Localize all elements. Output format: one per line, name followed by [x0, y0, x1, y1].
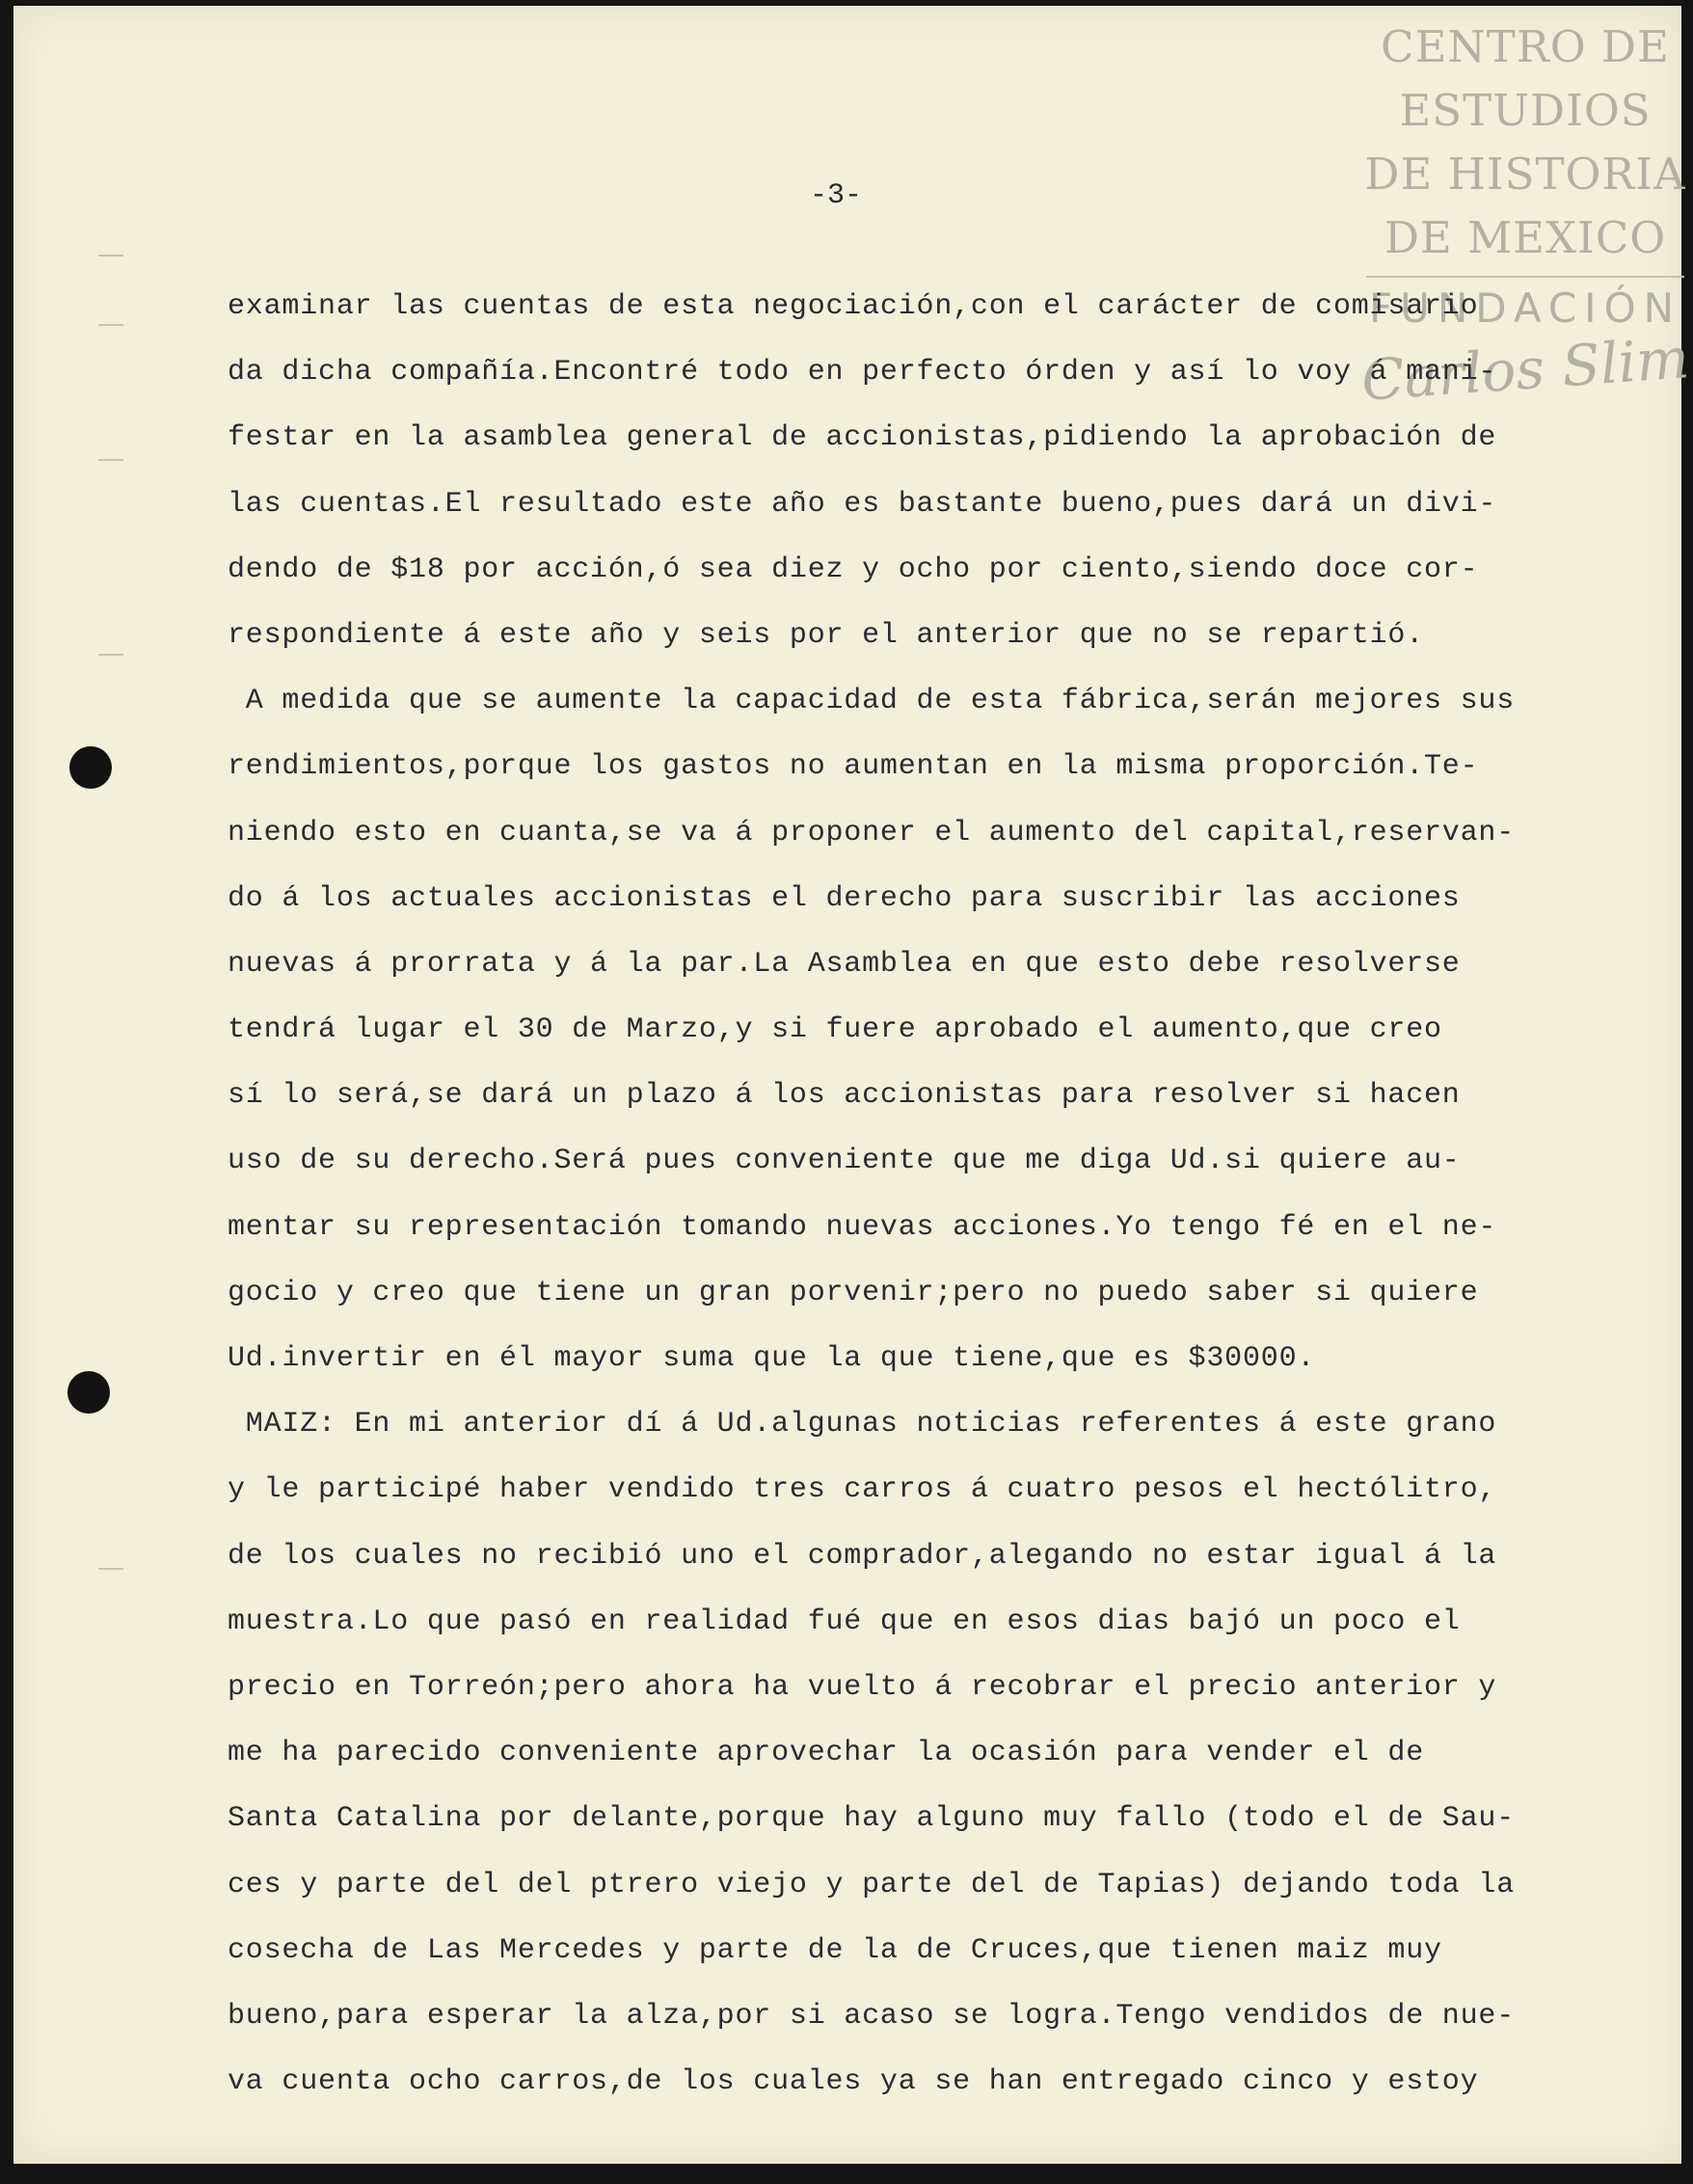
body-line: do á los actuales accionistas el derecho para suscribir las acciones [228, 881, 1461, 915]
body-line: Ud.invertir en él mayor suma que la que tiene,que es $30000. [228, 1342, 1316, 1375]
document-page [13, 6, 1692, 2164]
body-line: cosecha de Las Mercedes y parte de la de Cruces,que tienen maiz muy [228, 1933, 1442, 1967]
body-line: muestra.Lo que pasó en realidad fué que en esos dias bajó un poco el [228, 1604, 1461, 1638]
watermark-foundation: FUNDACIÓN [1368, 284, 1682, 332]
punch-hole [67, 1371, 110, 1414]
body-line: nuevas á prorrata y á la par.La Asamblea en que esto debe resolverse [228, 947, 1461, 981]
body-line: sí lo será,se dará un plazo á los accionistas para resolver si hacen [228, 1079, 1461, 1113]
body-line: precio en Torreón;pero ahora ha vuelto á recobrar el precio anterior y [228, 1670, 1497, 1704]
body-line: me ha parecido conveniente aprovechar la ocasión para vender el de [228, 1737, 1424, 1770]
page-number: -3- [810, 179, 863, 212]
margin-mark [98, 459, 123, 461]
body-line: tendrá lugar el 30 de Marzo,y si fuere aprobado el aumento,que creo [228, 1013, 1442, 1047]
body-line: de los cuales no recibió uno el comprador,alegando no estar igual á la [228, 1539, 1497, 1573]
body-line: respondiente á este año y seis por el anterior que no se repartió. [228, 618, 1424, 652]
body-line: va cuenta ocho carros,de los cuales ya se han entregado cinco y estoy [228, 2065, 1479, 2099]
body-line: las cuentas.El resultado este año es bastante bueno,pues dará un divi- [228, 487, 1497, 521]
body-line: festar en la asamblea general de accionistas,pidiendo la aprobación de [228, 421, 1497, 455]
punch-hole [69, 746, 112, 789]
body-line: uso de su derecho.Será pues conveniente que me diga Ud.si quiere au- [228, 1145, 1461, 1178]
watermark-line-1: CENTRO DE [1381, 21, 1670, 72]
body-line: gocio y creo que tiene un gran porvenir;pero no puedo saber si quiere [228, 1276, 1479, 1309]
watermark-line-4: DE MEXICO [1384, 212, 1667, 263]
body-line: MAIZ: En mi anterior dí á Ud.algunas noticias referentes á este grano [228, 1408, 1497, 1442]
body-line: dendo de $18 por acción,ó sea diez y ocho por ciento,siendo doce cor- [228, 553, 1479, 586]
body-line: examinar las cuentas de esta negociación,con el carácter de comisario [228, 290, 1479, 323]
body-line: Santa Catalina por delante,porque hay alguno muy fallo (todo el de Sau- [228, 1802, 1516, 1836]
margin-mark [98, 324, 123, 326]
body-line: y le participé haber vendido tres carros á cuatro pesos el hectólitro, [228, 1473, 1497, 1507]
letter-body [228, 274, 1645, 2115]
margin-mark [98, 654, 123, 656]
watermark-signature: Carlos Slim [1358, 325, 1692, 414]
body-line: rendimientos,porque los gastos no aumentan en la misma proporción.Te- [228, 750, 1479, 784]
body-line: mentar su representación tomando nuevas acciones.Yo tengo fé en el ne- [228, 1210, 1497, 1244]
body-line: bueno,para esperar la alza,por si acaso se logra.Tengo vendidos de nue- [228, 1999, 1516, 2033]
watermark-line-2: ESTUDIOS [1399, 85, 1652, 136]
body-line: niendo esto en cuanta,se va á proponer el aumento del capital,reservan- [228, 816, 1516, 849]
body-line: A medida que se aumente la capacidad de esta fábrica,serán mejores sus [228, 685, 1516, 718]
body-line: ces y parte del del ptrero viejo y parte del de Tapias) dejando toda la [228, 1868, 1516, 1901]
margin-mark [98, 1568, 123, 1570]
body-line: da dicha compañía.Encontré todo en perfecto órden y así lo voy á mani- [228, 356, 1497, 390]
watermark-line-3: DE HISTORIA [1364, 148, 1686, 200]
margin-mark [98, 255, 123, 256]
